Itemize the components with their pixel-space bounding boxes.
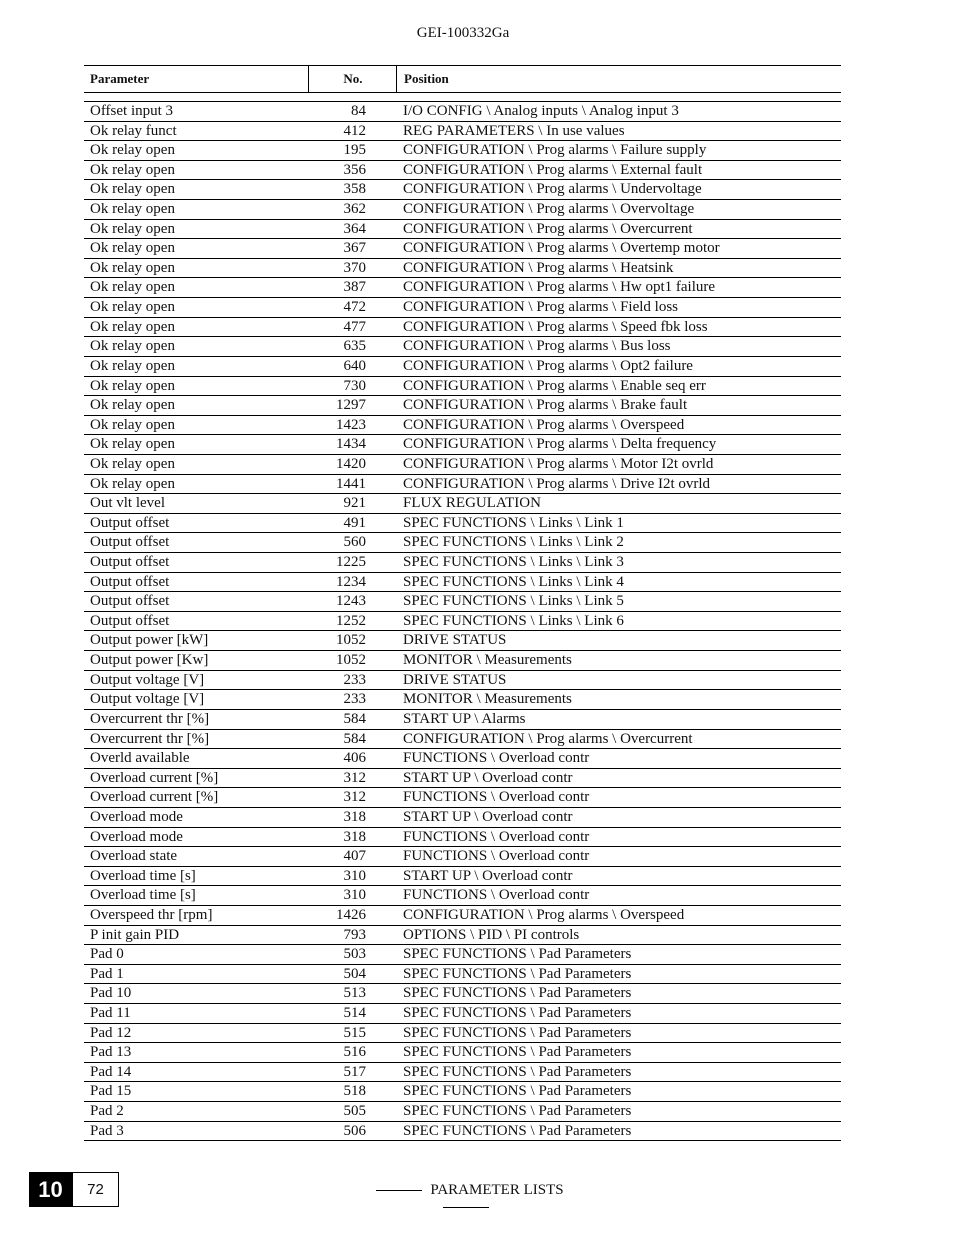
parameter-name: Offset input 3: [90, 103, 174, 119]
parameter-position: FUNCTIONS \ Overload contr: [403, 828, 590, 845]
parameter-position: SPEC FUNCTIONS \ Links \ Link 3: [403, 554, 624, 571]
parameter-position: OPTIONS \ PID \ PI controls: [403, 926, 580, 943]
parameter-number: 1434: [336, 436, 366, 453]
parameter-number: 406: [343, 750, 366, 767]
page-number: 72: [72, 1172, 119, 1207]
parameter-number: 1243: [336, 593, 366, 610]
parameter-number: 584: [343, 710, 366, 727]
parameter-position: CONFIGURATION \ Prog alarms \ Overvoltage: [403, 201, 695, 218]
parameter-name: Output offset: [90, 612, 170, 629]
table-row: [84, 828, 841, 848]
parameter-name: Ok relay open: [90, 220, 175, 237]
parameter-number: 367: [343, 240, 366, 257]
parameter-position: SPEC FUNCTIONS \ Pad Parameters: [403, 1024, 632, 1041]
parameter-number: 506: [343, 1122, 366, 1139]
parameter-number: 1225: [336, 554, 366, 571]
parameter-name: Ok relay open: [90, 416, 175, 433]
parameter-name: Ok relay open: [90, 436, 175, 453]
parameter-position: MONITOR \ Measurements: [403, 652, 572, 669]
table-row: [84, 161, 841, 181]
table-row: [84, 730, 841, 750]
parameter-name: Pad 13: [90, 1044, 132, 1061]
header-position: Position: [396, 66, 449, 92]
table-row: [84, 141, 841, 161]
table-row: [84, 514, 841, 534]
table-row: [84, 396, 841, 416]
parameter-name: Output power [kW]: [90, 632, 209, 649]
table-header: [84, 65, 841, 93]
table-row: [84, 769, 841, 789]
parameter-name: Output offset: [90, 573, 170, 590]
parameter-number: 921: [343, 495, 366, 512]
table-row: [84, 612, 841, 632]
parameter-name: Overspeed thr [rpm]: [90, 906, 213, 923]
parameter-number: 730: [343, 377, 366, 394]
parameter-name: Overload current [%]: [90, 769, 219, 786]
parameter-number: 491: [343, 514, 366, 531]
parameter-position: I/O CONFIG \ Analog inputs \ Analog input 3: [403, 103, 679, 119]
table-row: [84, 553, 841, 573]
parameter-position: CONFIGURATION \ Prog alarms \ External fault: [403, 161, 703, 178]
parameter-name: Pad 0: [90, 946, 124, 963]
parameter-number: 517: [343, 1063, 366, 1080]
parameter-name: Overload state: [90, 848, 178, 865]
table-row: [84, 847, 841, 867]
parameter-name: Pad 2: [90, 1103, 124, 1120]
parameter-number: 1426: [336, 906, 366, 923]
parameter-position: CONFIGURATION \ Prog alarms \ Hw opt1 failure: [403, 279, 716, 296]
parameter-number: 1423: [336, 416, 366, 433]
parameter-position: CONFIGURATION \ Prog alarms \ Failure supply: [403, 142, 707, 159]
parameter-name: Overload time [s]: [90, 887, 196, 904]
parameter-number: 513: [343, 985, 366, 1002]
chapter-tab: 10: [29, 1172, 72, 1207]
parameter-number: 477: [343, 318, 366, 335]
footer-rule-left: [376, 1190, 422, 1191]
parameter-position: SPEC FUNCTIONS \ Pad Parameters: [403, 985, 632, 1002]
parameter-name: Output voltage [V]: [90, 691, 205, 708]
header-parameter: Parameter: [90, 71, 150, 86]
parameter-name: Ok relay open: [90, 377, 175, 394]
table-row: [84, 259, 841, 279]
parameter-name: Ok relay open: [90, 161, 175, 178]
table-row: [84, 906, 841, 926]
table-row: [84, 1024, 841, 1044]
parameter-name: Ok relay open: [90, 475, 175, 492]
parameter-position: START UP \ Overload contr: [403, 867, 573, 884]
parameter-position: MONITOR \ Measurements: [403, 691, 572, 708]
parameter-position: CONFIGURATION \ Prog alarms \ Heatsink: [403, 259, 674, 276]
parameter-name: Ok relay open: [90, 357, 175, 374]
table-row: [84, 710, 841, 730]
parameter-name: Ok relay open: [90, 240, 175, 257]
parameter-number: 370: [343, 259, 366, 276]
parameter-position: SPEC FUNCTIONS \ Links \ Link 1: [403, 514, 624, 531]
table-row: [84, 1082, 841, 1102]
parameter-number: 364: [343, 220, 366, 237]
table-row: [84, 239, 841, 259]
table-row: [84, 631, 841, 651]
parameter-position: CONFIGURATION \ Prog alarms \ Opt2 failure: [403, 357, 693, 374]
parameter-number: 310: [343, 867, 366, 884]
table-row: [84, 337, 841, 357]
table-row: [84, 984, 841, 1004]
parameter-number: 1441: [336, 475, 366, 492]
parameter-number: 407: [343, 848, 366, 865]
parameter-name: Ok relay open: [90, 181, 175, 198]
parameter-name: Overcurrent thr [%]: [90, 730, 210, 747]
parameter-name: Ok relay open: [90, 455, 175, 472]
table-row: [84, 926, 841, 946]
parameter-position: CONFIGURATION \ Prog alarms \ Undervoltage: [403, 181, 702, 198]
parameter-position: CONFIGURATION \ Prog alarms \ Bus loss: [403, 338, 671, 355]
parameter-number: 516: [343, 1044, 366, 1061]
parameter-position: SPEC FUNCTIONS \ Links \ Link 5: [403, 593, 624, 610]
parameter-position: CONFIGURATION \ Prog alarms \ Motor I2t ovrld: [403, 455, 714, 472]
parameter-position: START UP \ Overload contr: [403, 769, 573, 786]
parameter-number: 318: [343, 808, 366, 825]
parameter-number: 312: [343, 789, 366, 806]
parameter-position: SPEC FUNCTIONS \ Links \ Link 4: [403, 573, 624, 590]
parameter-position: CONFIGURATION \ Prog alarms \ Field loss: [403, 299, 679, 316]
parameter-number: 640: [343, 357, 366, 374]
parameter-position: SPEC FUNCTIONS \ Pad Parameters: [403, 1063, 632, 1080]
parameter-number: 362: [343, 201, 366, 218]
parameter-name: Ok relay open: [90, 338, 175, 355]
parameter-number: 1252: [336, 612, 366, 629]
table-row: [84, 1043, 841, 1063]
table-row: [84, 435, 841, 455]
parameter-number: 635: [343, 338, 366, 355]
parameter-name: Pad 10: [90, 985, 132, 1002]
table-row: [84, 318, 841, 338]
parameter-position: SPEC FUNCTIONS \ Pad Parameters: [403, 1044, 632, 1061]
parameter-number: 1420: [336, 455, 366, 472]
parameter-position: CONFIGURATION \ Prog alarms \ Enable seq err: [403, 377, 706, 394]
document-id: GEI-100332Ga: [416, 25, 510, 41]
parameter-number: 514: [343, 1005, 366, 1022]
table-row: [84, 200, 841, 220]
parameter-number: 504: [343, 965, 366, 982]
parameter-number: 560: [343, 534, 366, 551]
parameter-name: Ok relay open: [90, 397, 175, 414]
table-row: [84, 886, 841, 906]
parameter-number: 195: [343, 142, 366, 159]
parameter-name: Output offset: [90, 514, 170, 531]
parameter-position: FUNCTIONS \ Overload contr: [403, 887, 590, 904]
parameter-number: 356: [343, 161, 366, 178]
parameter-position: FUNCTIONS \ Overload contr: [403, 750, 590, 767]
parameter-name: Ok relay open: [90, 201, 175, 218]
parameter-position: CONFIGURATION \ Prog alarms \ Overcurrent: [403, 220, 693, 237]
parameter-name: Overload time [s]: [90, 867, 196, 884]
parameter-number: 233: [343, 691, 366, 708]
parameter-position: SPEC FUNCTIONS \ Pad Parameters: [403, 946, 632, 963]
parameter-position: FUNCTIONS \ Overload contr: [403, 789, 590, 806]
parameter-name: Output offset: [90, 554, 170, 571]
parameter-position: FUNCTIONS \ Overload contr: [403, 848, 590, 865]
parameter-name: Out vlt level: [90, 495, 165, 512]
table-row: [84, 455, 841, 475]
table-row: [84, 1122, 841, 1142]
table-row: [84, 651, 841, 671]
parameter-position: CONFIGURATION \ Prog alarms \ Brake fault: [403, 397, 688, 414]
parameter-name: Overld available: [90, 750, 190, 767]
parameter-name: Ok relay funct: [90, 122, 177, 139]
parameter-position: CONFIGURATION \ Prog alarms \ Speed fbk loss: [403, 318, 708, 335]
table-row: [84, 945, 841, 965]
parameter-name: Pad 1: [90, 965, 124, 982]
table-row: [84, 298, 841, 318]
table-row: [84, 592, 841, 612]
table-row: [84, 1063, 841, 1083]
parameter-position: SPEC FUNCTIONS \ Pad Parameters: [403, 1005, 632, 1022]
parameter-number: 1052: [336, 652, 366, 669]
parameter-position: REG PARAMETERS \ In use values: [403, 122, 625, 139]
parameter-name: Ok relay open: [90, 142, 175, 159]
parameter-name: Output power [Kw]: [90, 652, 209, 669]
parameter-name: Overload current [%]: [90, 789, 219, 806]
parameter-position: SPEC FUNCTIONS \ Links \ Link 6: [403, 612, 624, 629]
parameter-position: SPEC FUNCTIONS \ Pad Parameters: [403, 1083, 632, 1100]
table-row: [84, 494, 841, 514]
table-row: [84, 867, 841, 887]
parameter-number: 84: [351, 103, 366, 119]
parameter-name: Output offset: [90, 593, 170, 610]
parameter-position: FLUX REGULATION: [403, 495, 541, 512]
parameter-position: DRIVE STATUS: [403, 632, 507, 649]
parameter-name: Pad 11: [90, 1005, 131, 1022]
parameter-name: Pad 14: [90, 1063, 132, 1080]
parameter-number: 233: [343, 671, 366, 688]
parameter-name: Overcurrent thr [%]: [90, 710, 210, 727]
table-row: [84, 788, 841, 808]
parameter-name: Ok relay open: [90, 299, 175, 316]
parameter-name: Overload mode: [90, 808, 183, 825]
parameter-position: SPEC FUNCTIONS \ Links \ Link 2: [403, 534, 624, 551]
table-row: [84, 180, 841, 200]
parameter-number: 1234: [336, 573, 366, 590]
parameter-number: 412: [343, 122, 366, 139]
table-row: [84, 573, 841, 593]
table-row: [84, 278, 841, 298]
parameter-number: 584: [343, 730, 366, 747]
parameter-position: CONFIGURATION \ Prog alarms \ Overcurrent: [403, 730, 693, 747]
parameter-position: CONFIGURATION \ Prog alarms \ Overspeed: [403, 906, 685, 923]
table-row: [84, 122, 841, 142]
table-row: [84, 377, 841, 397]
parameter-name: Ok relay open: [90, 259, 175, 276]
parameter-position: START UP \ Overload contr: [403, 808, 573, 825]
parameter-position: CONFIGURATION \ Prog alarms \ Delta frequency: [403, 436, 717, 453]
table-row: [84, 1004, 841, 1024]
table-row: [84, 749, 841, 769]
parameter-name: Overload mode: [90, 828, 183, 845]
footer-title-text: PARAMETER LISTS: [430, 1182, 564, 1198]
table-row: [84, 416, 841, 436]
parameter-name: Output voltage [V]: [90, 671, 205, 688]
table-row: [84, 357, 841, 377]
table-row: [84, 965, 841, 985]
parameter-number: 518: [343, 1083, 366, 1100]
parameter-number: 793: [343, 926, 366, 943]
footer-section-title: [343, 1182, 589, 1216]
table-row: [84, 1102, 841, 1122]
parameter-name: Ok relay open: [90, 318, 175, 335]
parameter-name: P init gain PID: [90, 926, 180, 943]
parameter-number: 387: [343, 279, 366, 296]
parameter-position: CONFIGURATION \ Prog alarms \ Overtemp motor: [403, 240, 720, 257]
parameter-position: SPEC FUNCTIONS \ Pad Parameters: [403, 965, 632, 982]
table-row: [84, 808, 841, 828]
table-row: [84, 220, 841, 240]
parameter-number: 515: [343, 1024, 366, 1041]
table-row: [84, 690, 841, 710]
parameter-number: 1052: [336, 632, 366, 649]
parameter-number: 358: [343, 181, 366, 198]
parameter-position: SPEC FUNCTIONS \ Pad Parameters: [403, 1122, 632, 1139]
parameter-position: DRIVE STATUS: [403, 671, 507, 688]
parameter-position: SPEC FUNCTIONS \ Pad Parameters: [403, 1103, 632, 1120]
parameter-number: 505: [343, 1103, 366, 1120]
footer-rule-right: [443, 1207, 489, 1208]
parameter-position: CONFIGURATION \ Prog alarms \ Drive I2t ovrld: [403, 475, 711, 492]
table-row: [84, 102, 841, 122]
header-number: No.: [308, 66, 397, 92]
parameter-position: START UP \ Alarms: [403, 710, 526, 727]
parameter-name: Ok relay open: [90, 279, 175, 296]
parameter-name: Output offset: [90, 534, 170, 551]
parameter-number: 1297: [336, 397, 366, 414]
parameter-number: 472: [343, 299, 366, 316]
parameter-name: Pad 3: [90, 1122, 124, 1139]
parameter-number: 312: [343, 769, 366, 786]
table-row: [84, 533, 841, 553]
parameter-name: Pad 15: [90, 1083, 132, 1100]
parameter-number: 310: [343, 887, 366, 904]
parameter-table-body: [84, 102, 841, 1141]
parameter-number: 318: [343, 828, 366, 845]
table-row: [84, 475, 841, 495]
parameter-name: Pad 12: [90, 1024, 132, 1041]
table-row: [84, 671, 841, 691]
parameter-number: 503: [343, 946, 366, 963]
parameter-position: CONFIGURATION \ Prog alarms \ Overspeed: [403, 416, 685, 433]
